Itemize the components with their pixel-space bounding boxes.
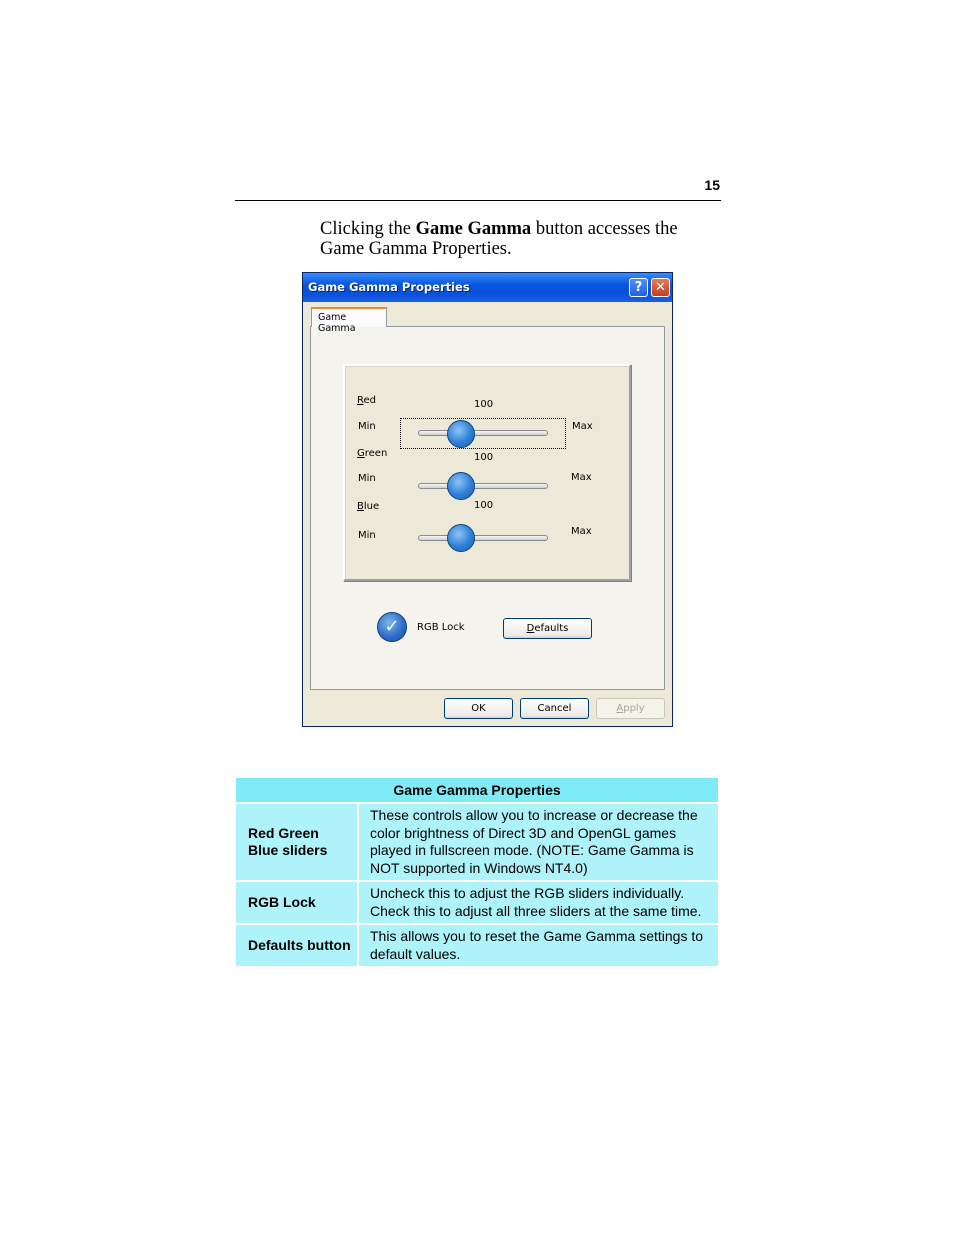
help-icon: ? [634, 280, 643, 295]
blue-slider-track[interactable] [418, 535, 548, 541]
defaults-button[interactable]: Defaults [503, 618, 592, 639]
slider-group [343, 364, 631, 581]
table-row [236, 881, 718, 924]
checkmark-icon: ✓ [384, 616, 400, 637]
ok-button[interactable]: OK [444, 698, 513, 719]
red-slider-max-label: Max [572, 421, 593, 432]
cancel-button[interactable]: Cancel [520, 698, 589, 719]
blue-slider-value: 100 [474, 500, 494, 511]
table-row [236, 924, 718, 966]
close-icon: ✕ [655, 280, 666, 295]
properties-table [236, 778, 718, 966]
red-slider-min-label: Min [358, 421, 376, 432]
green-slider-max-label: Max [571, 472, 592, 483]
blue-slider-label: Blue [357, 501, 380, 512]
intro-text-end: button accesses the Game Gamma Properties. [320, 219, 678, 259]
table-term: Red Green Blue sliders [236, 803, 358, 881]
red-slider-label: Red [357, 395, 376, 406]
game-gamma-dialog [302, 272, 673, 727]
red-slider-value: 100 [474, 399, 494, 410]
green-slider-label: Green [357, 448, 388, 459]
intro-text-start: Clicking the [320, 219, 416, 239]
table-description: Uncheck this to adjust the RGB sliders individually. Check this to adjust all three sliders at the same time. [358, 881, 718, 924]
close-button[interactable] [651, 278, 670, 297]
tab-game-gamma[interactable]: Game Gamma [311, 307, 387, 327]
help-button[interactable] [629, 278, 648, 297]
dialog-title: Game Gamma Properties [308, 280, 470, 294]
page-number: 15 [704, 177, 720, 193]
rgb-lock-checkbox[interactable] [377, 612, 407, 642]
table-term: RGB Lock [236, 881, 358, 924]
apply-button[interactable]: Apply [596, 698, 665, 719]
intro-paragraph [320, 219, 720, 259]
table-description: This allows you to reset the Game Gamma settings to default values. [358, 924, 718, 966]
blue-slider-thumb[interactable] [447, 524, 475, 552]
green-slider-thumb[interactable] [447, 472, 475, 500]
table-header: Game Gamma Properties [236, 778, 718, 803]
green-slider-track[interactable] [418, 483, 548, 489]
blue-slider-max-label: Max [571, 526, 592, 537]
green-slider-min-label: Min [358, 473, 376, 484]
table-description: These controls allow you to increase or decrease the color brightness of Direct 3D and OpenGL games played in fullscreen mode. (NOTE: Game Gamma is NOT supported in Windows NT4.0) [358, 803, 718, 881]
green-slider-value: 100 [474, 452, 494, 463]
blue-slider-min-label: Min [358, 530, 376, 541]
table-term: Defaults button [236, 924, 358, 966]
red-slider-track[interactable] [418, 430, 548, 436]
intro-bold-term: Game Gamma [415, 219, 532, 239]
red-slider-thumb[interactable] [447, 420, 475, 448]
tab-panel [310, 326, 665, 690]
rgb-lock-label: RGB Lock [417, 622, 465, 633]
dialog-titlebar[interactable] [303, 273, 672, 302]
header-rule [235, 200, 721, 201]
table-row [236, 803, 718, 881]
